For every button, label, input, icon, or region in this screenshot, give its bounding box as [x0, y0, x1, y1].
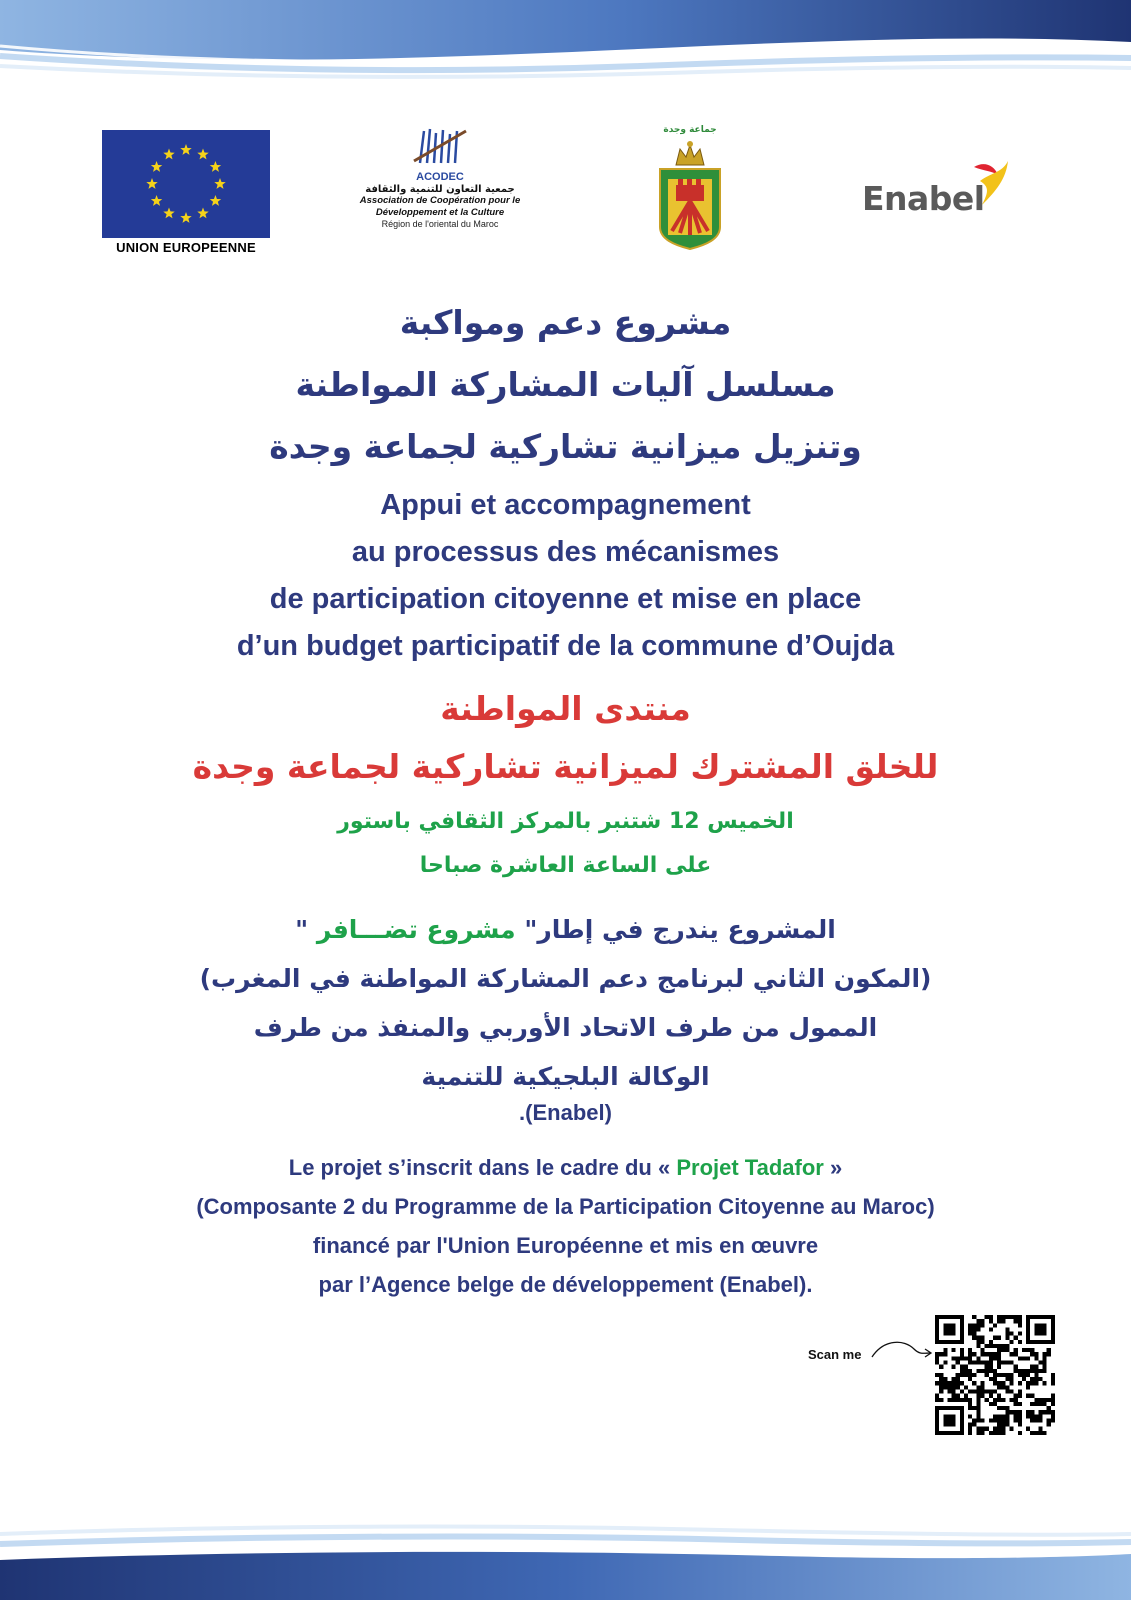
arabic-project-description — [0, 905, 1131, 1101]
eu-star-icon — [146, 178, 157, 189]
french-project-title — [0, 482, 1131, 670]
enabel-word: Enabel — [862, 179, 985, 218]
qr-code[interactable] — [935, 1315, 1055, 1435]
eu-star-icon — [180, 144, 191, 155]
bottom-wave-band — [0, 1520, 1131, 1600]
acodec-french-name-2: Développement et la Culture — [375, 207, 505, 218]
french-title-line: d’un budget participatif de la commune d’Oujda — [236, 630, 895, 662]
arabic-description-line: الوكالة البلجيكية للتنمية — [421, 1062, 710, 1091]
arabic-project-title — [0, 292, 1131, 478]
oujda-coat-of-arms — [650, 125, 730, 255]
eu-star-icon — [163, 207, 174, 218]
acodec-mark-icon — [410, 125, 470, 165]
arabic-description-line — [0, 905, 1131, 954]
arabic-title-line: مشروع دعم ومواكبة — [399, 303, 732, 342]
eu-logo — [102, 130, 270, 256]
eu-star-icon — [163, 149, 174, 160]
french-description-line — [0, 1148, 1131, 1187]
eu-star-icon — [197, 149, 208, 160]
french-title-line: de participation citoyenne et mise en place — [269, 583, 862, 615]
enabel-parenthetical: .(Enabel) — [519, 1100, 612, 1125]
french-description-text: Le projet s’inscrit dans le cadre du « — [288, 1155, 677, 1180]
eu-star-icon — [180, 212, 191, 223]
partner-logos — [0, 125, 1131, 265]
enabel-bird-icon — [970, 155, 1010, 207]
top-wave-band — [0, 0, 1131, 80]
acodec-arabic-name: جمعية التعاون للتنمية والثقافة — [365, 184, 515, 195]
acodec-name: ACODEC — [416, 171, 464, 183]
arabic-description-text: المشروع يندرج في إطار" — [515, 915, 836, 944]
oujda-title: جماعة وجدة — [663, 125, 717, 135]
eu-flag — [102, 130, 270, 238]
french-description-line: financé par l'Union Européenne et mis en œuvre — [312, 1233, 819, 1258]
eu-star-icon — [210, 161, 221, 172]
eu-star-icon — [210, 195, 221, 206]
eu-label: UNION EUROPEENNE — [116, 240, 256, 255]
enabel-logo — [862, 155, 1032, 225]
event-date-line: الخميس 12 شتنبر بالمركز الثقافي باستور — [337, 809, 794, 834]
eu-star-icon — [214, 178, 225, 189]
french-title-line: Appui et accompagnement — [380, 489, 751, 521]
forum-line: للخلق المشترك لميزانية تشاركية لجماعة وجدة — [192, 747, 939, 786]
arabic-description-line: الممول من طرف الاتحاد الأوربي والمنفذ من طرف — [253, 1013, 878, 1042]
eu-star-icon — [151, 195, 162, 206]
french-title-line: au processus des mécanismes — [351, 536, 780, 568]
arabic-title-line: وتنزيل ميزانية تشاركية لجماعة وجدة — [269, 427, 862, 466]
french-description-line: par l’Agence belge de développement (Enabel). — [318, 1272, 813, 1297]
scan-me-label: Scan me — [808, 1347, 862, 1362]
acodec-french-name-1: Association de Coopération pour le — [359, 195, 521, 206]
eu-star-icon — [197, 207, 208, 218]
arabic-title-line: مسلسل آليات المشاركة المواطنة — [295, 365, 836, 404]
acodec-region: Région de l'oriental du Maroc — [381, 219, 499, 229]
forum-title — [0, 680, 1131, 796]
arabic-description-text: " — [295, 915, 317, 944]
french-description-line: (Composante 2 du Programme de la Participation Citoyenne au Maroc) — [196, 1194, 935, 1219]
forum-line: منتدى المواطنة — [440, 689, 691, 728]
arabic-description-line: (المكون الثاني لبرنامج دعم المشاركة المواطنة في المغرب) — [199, 964, 932, 993]
tadafor-name-french: Projet Tadafor — [676, 1155, 824, 1180]
acodec-logo — [340, 125, 540, 255]
tadafor-name-arabic: مشروع تضـــافر — [316, 915, 516, 944]
event-details — [0, 800, 1131, 888]
event-time-line: على الساعة العاشرة صباحا — [419, 853, 712, 878]
french-description-text: » — [823, 1155, 843, 1180]
eu-star-icon — [151, 161, 162, 172]
french-project-description — [0, 1148, 1131, 1304]
oujda-shield-icon — [650, 135, 730, 250]
scan-arrow-icon — [870, 1335, 936, 1365]
